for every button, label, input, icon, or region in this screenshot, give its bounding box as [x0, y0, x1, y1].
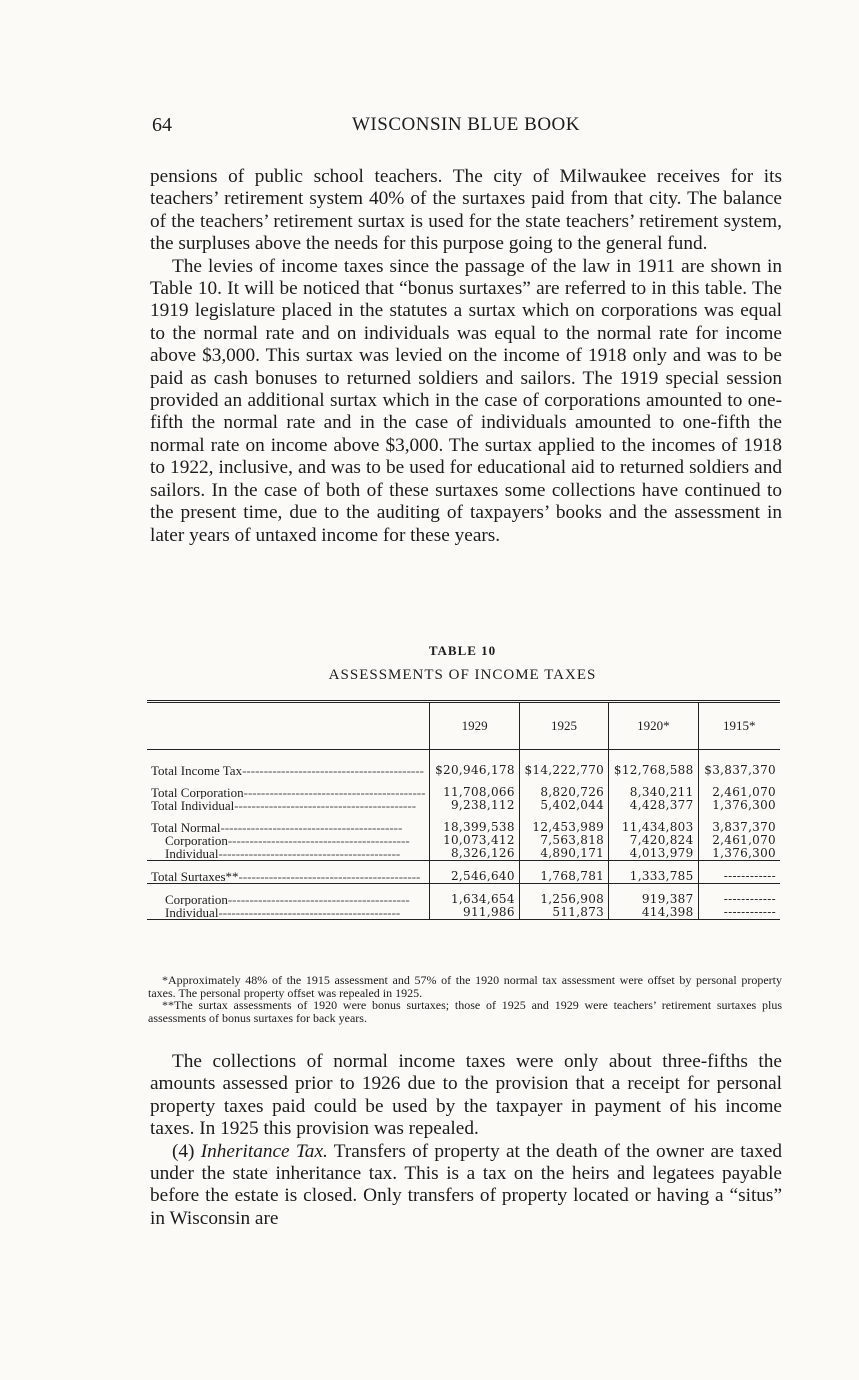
table-row	[147, 799, 780, 812]
paragraph	[150, 1141, 782, 1231]
table-cell: ------------	[698, 893, 780, 906]
table-cell: 2,546,640	[430, 870, 519, 884]
section-heading-italic: Inheritance Tax.	[200, 1140, 328, 1162]
footnote: *Approximately 48% of the 1915 assessment and 57% of the 1920 normal tax assessment were offset by personal property taxes. The personal property offset was repealed in 1925.	[148, 973, 782, 1000]
table-cell: 5,402,044	[519, 799, 608, 812]
table-cell: 1,768,781	[519, 870, 608, 884]
table-title: TABLE 10	[428, 643, 497, 658]
table-cell: 4,890,171	[519, 847, 608, 861]
table-cell: 3,837,370	[698, 821, 780, 834]
row-label-text: Corporation	[165, 834, 228, 847]
table-cell: $20,946,178	[430, 764, 519, 777]
table-cell: ------------	[698, 870, 780, 884]
table-cell: 18,399,538	[430, 821, 519, 834]
table-cell: 2,461,070	[698, 834, 780, 847]
column-header: 1920*	[609, 702, 698, 750]
row-label-text: Total Normal	[151, 821, 221, 834]
table-cell: $12,768,588	[609, 764, 698, 777]
leader-dots: ------------------------------------------	[220, 821, 403, 834]
body-text-top	[150, 166, 782, 547]
table-subtitle: ASSESSMENTS OF INCOME TAXES	[328, 667, 597, 683]
row-label-text: Total Corporation	[151, 786, 244, 799]
table-cell: 7,420,824	[609, 834, 698, 847]
table-cell: 8,820,726	[519, 786, 608, 799]
leader-dots: ------------------------------------------	[242, 764, 424, 777]
leader-dots: ------------------------------------------	[218, 906, 401, 920]
column-header: 1915*	[698, 702, 780, 750]
row-label	[147, 764, 430, 777]
table-header-label	[147, 702, 430, 750]
table-cell: 1,634,654	[430, 893, 519, 906]
table-cell: ------------	[698, 906, 780, 920]
leader-dots: ------------------------------------------	[227, 893, 410, 906]
table-cell: 919,387	[609, 893, 698, 906]
table-cell: 2,461,070	[698, 786, 780, 799]
row-label-text: Individual	[165, 847, 219, 861]
paragraph: The collections of normal income taxes were only about three-fifths the amounts assessed prior to 1926 due to the provision that a receipt for personal property taxes paid could be used by the taxpayer in payment of his income taxes. In 1925 this provision was repealed.	[150, 1051, 782, 1140]
leader-dots: ------------------------------------------	[218, 847, 401, 861]
table-cell: 11,434,803	[609, 821, 698, 834]
table-body	[147, 750, 780, 920]
table-cell: 1,376,300	[698, 847, 780, 861]
row-label	[147, 786, 430, 799]
table-cell: $3,837,370	[698, 764, 780, 777]
page-number: 64	[152, 114, 172, 136]
table-cell: 12,453,989	[519, 821, 608, 834]
table-row	[147, 906, 780, 920]
table-cell: 8,326,126	[430, 847, 519, 861]
row-label	[147, 906, 430, 920]
income-tax-table	[147, 700, 780, 920]
row-label-text: Total Surtaxes**	[151, 870, 239, 884]
column-header: 1925	[519, 702, 608, 750]
row-label-text: Corporation	[165, 893, 228, 906]
table-cell: 7,563,818	[519, 834, 608, 847]
row-label-text: Total Income Tax	[151, 764, 243, 777]
row-label	[147, 834, 430, 847]
paragraph-prefix: (4)	[172, 1140, 201, 1162]
footnote: **The surtax assessments of 1920 were bonus surtaxes; those of 1925 and 1929 were teachers’ retirement surtaxes plus assessments of bonus surtaxes for back years.	[148, 998, 782, 1025]
running-head: WISCONSIN BLUE BOOK	[352, 114, 580, 135]
paragraph: The levies of income taxes since the passage of the law in 1911 are shown in Table 10. It will be noticed that “bonus surtaxes” are referred to in this table. The 1919 legislature placed in the statutes a surtax which on corporations was equal to the normal rate and on individuals was equal to the normal rate for income above $3,000. This surtax was levied on the income of 1918 only and was to be paid as cash bonuses to returned soldiers and sailors. The 1919 special session provided an additional surtax which in the case of corporations amounted to one-fifth the normal rate and in the case of individuals amounted to one-fifth the normal rate on income above $3,000. The surtax applied to the incomes of 1918 to 1922, inclusive, and was to be used for educational aid to returned soldiers and sailors. In the case of both of these surtaxes some collections have continued to the present time, due to the auditing of taxpayers’ books and the assessment in later years of untaxed income for these years.	[150, 255, 782, 546]
table-row	[147, 764, 780, 777]
column-header: 1929	[430, 702, 519, 750]
table-cell: 8,340,211	[609, 786, 698, 799]
table-cell: 11,708,066	[430, 786, 519, 799]
page-header	[152, 114, 780, 142]
table-spacer	[147, 750, 780, 765]
table-cell: 911,986	[430, 906, 519, 920]
paragraph-text: Transfers of property at the death of the owner are taxed under the state inheritance tax. This is a tax on the heirs and legatees payable before the estate is closed. Only transfers of property located or having a “situs” in Wisconsin are	[150, 1140, 782, 1229]
table-cell: 1,333,785	[609, 870, 698, 884]
table-cell: 4,013,979	[609, 847, 698, 861]
body-text-bottom	[150, 1051, 782, 1230]
table-cell: 10,073,412	[430, 834, 519, 847]
row-label	[147, 870, 430, 884]
row-label-text: Total Individual	[151, 799, 235, 812]
row-label-text: Individual	[165, 906, 219, 920]
table-cell: 1,256,908	[519, 893, 608, 906]
table-cell: 4,428,377	[609, 799, 698, 812]
table-cell: 9,238,112	[430, 799, 519, 812]
leader-dots: ------------------------------------------	[243, 786, 426, 799]
paragraph: pensions of public school teachers. The city of Milwaukee receives for its teachers’ retirement system 40% of the surtaxes paid from that city. The balance of the teachers’ retirement surtax is used for the state teachers’ retirement system, the surpluses above the needs for this purpose going to the general fund.	[150, 166, 782, 255]
row-label	[147, 893, 430, 906]
table-cell: 511,873	[519, 906, 608, 920]
leader-dots: ------------------------------------------	[227, 834, 410, 847]
row-label	[147, 821, 430, 834]
leader-dots: ------------------------------------------	[234, 799, 417, 812]
table-cell: 1,376,300	[698, 799, 780, 812]
table-cell: $14,222,770	[519, 764, 608, 777]
table-footnotes	[148, 974, 782, 1024]
leader-dots: ------------------------------------------	[238, 870, 421, 884]
table-cell: 414,398	[609, 906, 698, 920]
table-row	[147, 870, 780, 884]
row-label	[147, 847, 430, 861]
row-label	[147, 799, 430, 812]
table-row	[147, 847, 780, 861]
